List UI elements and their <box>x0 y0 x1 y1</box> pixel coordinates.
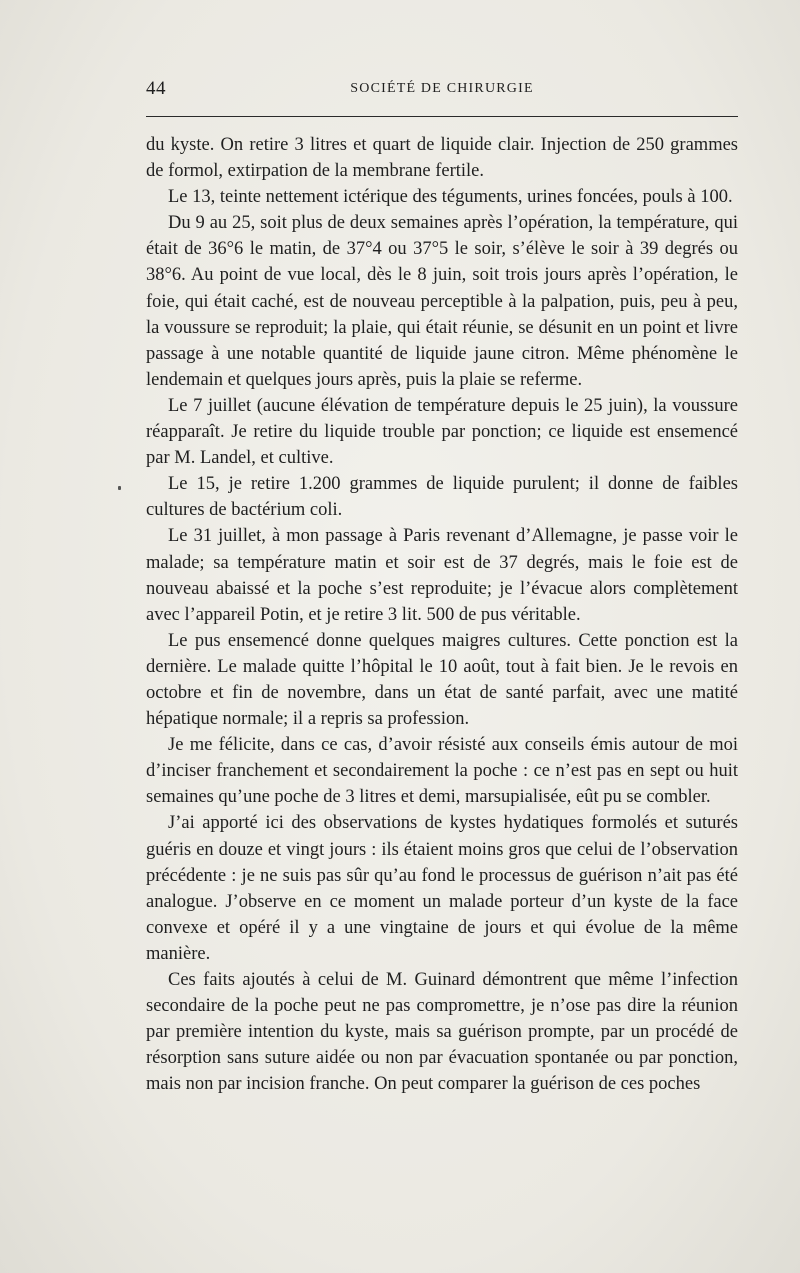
paragraph: du kyste. On retire 3 litres et quart de liquide clair. Injection de 250 grammes de formol, extirpation de la membrane fertile. <box>146 135 738 182</box>
paragraph: Ces faits ajoutés à celui de M. Guinard démontrent que même l’infection secondaire de la poche peut ne pas compromettre, je n’ose pas dire la réunion par première intention du kyste, mais sa guérison prompte, par un procédé de résorption sans suture aidée ou non par évacuation spontanée ou par ponction, mais non par incision franche. On peut comparer la guérison de ces poches <box>146 970 738 1095</box>
page-number: 44 <box>146 78 166 99</box>
paragraph: Je me félicite, dans ce cas, d’avoir résisté aux conseils émis autour de moi d’inciser franchement et secondairement la poche : ce n’est pas en sept ou huit semaines qu’une poche de 3 litres et demi, marsupialisée, eût pu se combler. <box>146 735 738 808</box>
body-text <box>146 132 738 1097</box>
paragraph: Le pus ensemencé donne quelques maigres cultures. Cette ponction est la dernière. Le malade quitte l’hôpital le 10 août, tout à fait bien. Je le revois en octobre et fin de novembre, dans un état de santé parfait, avec une matité hépatique normale; il a repris sa profession. <box>146 630 738 730</box>
print-speck <box>118 486 121 490</box>
paragraph: Le 7 juillet (aucune élévation de température depuis le 25 juin), la voussure réapparaît. Je retire du liquide trouble par ponction; ce liquide est ensemencé par M. Landel, et cultive. <box>146 395 738 469</box>
paragraph: Le 31 juillet, à mon passage à Paris revenant d’Allemagne, je passe voir le malade; sa température matin et soir est de 37 degrés, mais le foie est de nouveau abaissé et la poche s’est reproduite; je l’évacue alors complètement avec l’appareil Potin, et je retire 3 lit. 500 de pus véritable. <box>146 526 738 625</box>
paragraph: Le 15, je retire 1.200 grammes de liquide purulent; il donne de faibles cultures de bactérium coli. <box>146 474 738 521</box>
header-rule <box>146 116 738 117</box>
paragraph: J’ai apporté ici des observations de kystes hydatiques formolés et suturés guéris en douze et vingt jours : ils étaient moins gros que celui de l’observation précédente : je ne suis pas sûr qu’au fond le processus de guérison n’ait pas été analogue. J’observe en ce moment un malade porteur d’un kyste de la face convexe et opéré il y a une vingtaine de jours et qui évolue de la même manière. <box>146 813 738 964</box>
paragraph: Du 9 au 25, soit plus de deux semaines après l’opération, la température, qui était de 36°6 le matin, de 37°4 ou 37°5 le soir, s’élève le soir à 39 degrés ou 38°6. Au point de vue local, dès le 8 juin, soit trois jours après l’opération, le foie, qui était caché, est de nouveau perceptible à la palpation, puis, peu à peu, la voussure se reproduit; la plaie, qui était réunie, se désunit en un point et livre passage à une notable quantité de liquide jaune citron. Même phénomène le lendemain et quelques jours après, puis la plaie se referme. <box>146 213 738 390</box>
paragraph: Le 13, teinte nettement ictérique des téguments, urines foncées, pouls à 100. <box>168 187 733 208</box>
page-header <box>146 78 738 102</box>
running-title: SOCIÉTÉ DE CHIRURGIE <box>350 81 534 96</box>
